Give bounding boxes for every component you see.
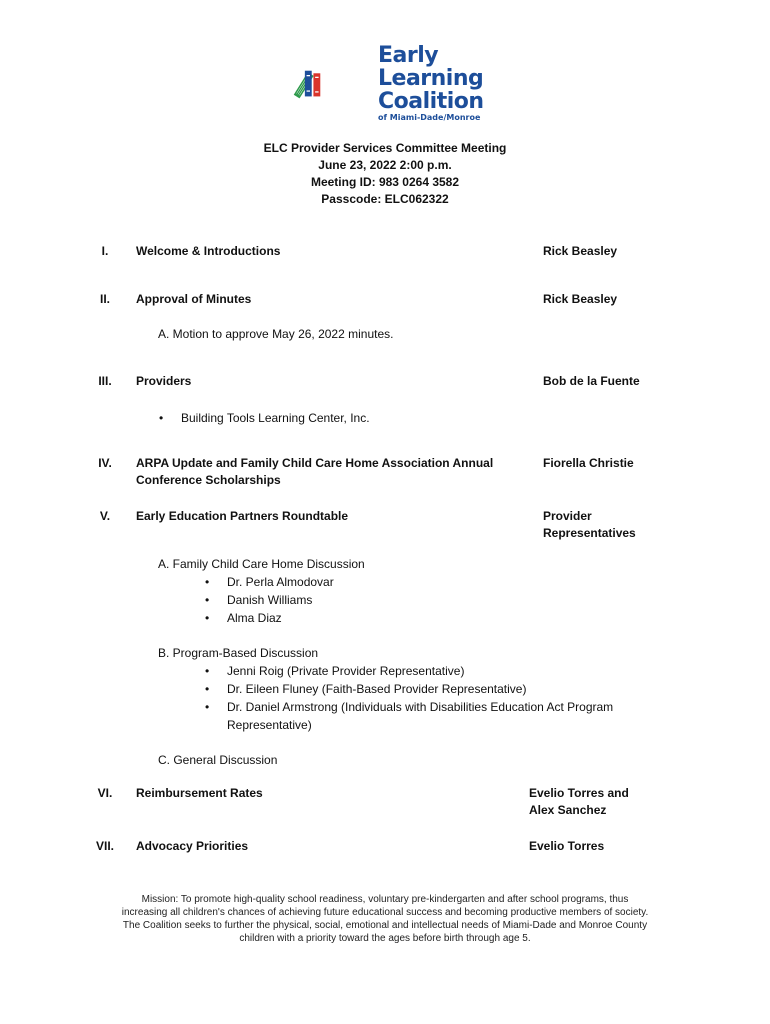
presenter-vi [529,785,629,819]
agenda-item-advocacy: Advocacy Priorities [136,839,249,853]
meeting-title: ELC Provider Services Committee Meeting [263,141,507,155]
presenter-vi-line-1: Evelio Torres and [529,786,629,800]
family-child-care-heading: A. Family Child Care Home Discussion [158,557,365,571]
list-item-text: Representative) [227,718,312,732]
list-item-continuation [227,717,312,734]
mission-statement [70,893,700,945]
program-based-heading: B. Program-Based Discussion [158,646,319,660]
bullet-glyph: • [205,593,210,607]
list-item-text: Dr. Eileen Fluney (Faith-Based Provider Representative) [227,682,527,696]
agenda-number-ii: II. [99,292,110,306]
list-item-text: Danish Williams [227,593,313,607]
bullet-glyph: • [205,682,210,696]
agenda-item-roundtable: Early Education Partners Roundtable [136,509,349,523]
bullet-glyph: • [205,700,210,714]
agenda-number-i: I. [101,244,109,258]
mission-line-2: increasing all children's chances of achieving future educational success and becoming productive members of society. [121,907,649,918]
list-item-text: Jenni Roig (Private Provider Representative) [227,664,465,678]
red-book-icon [313,73,320,96]
logo-wordmark [378,44,484,123]
meeting-header [0,140,770,208]
list-item [205,610,282,627]
logo-line-2: Learning [378,66,484,91]
mission-line-1: Mission: To promote high-quality school readiness, voluntary pre-kindergarten and after school programs, thus [141,894,629,905]
provider-name: Building Tools Learning Center, Inc. [181,411,370,425]
agenda-item-providers: Providers [136,374,192,388]
meeting-id: Meeting ID: 983 0264 3582 [310,175,460,189]
presenter-ii: Rick Beasley [543,292,618,306]
general-discussion-heading: C. General Discussion [158,753,278,767]
presenter-iv: Fiorella Christie [543,456,634,470]
agenda-number-iii: III. [98,374,112,388]
agenda-item-welcome: Welcome & Introductions [136,244,281,258]
mission-line-3: The Coalition seeks to further the physical, social, emotional and intellectual needs of Miami-Dade and Monroe County [122,920,648,931]
presenter-vi-line-2: Alex Sanchez [529,803,607,817]
presenter-i: Rick Beasley [543,244,618,258]
agenda-item-reimbursement: Reimbursement Rates [136,786,263,800]
list-item [205,663,465,680]
minutes-motion: A. Motion to approve May 26, 2022 minutes. [158,327,394,341]
bullet-glyph: • [159,411,164,425]
bullet-glyph: • [205,664,210,678]
list-item [205,699,614,716]
bullet-glyph: • [205,575,210,589]
agenda-item-minutes: Approval of Minutes [136,292,252,306]
logo-subtitle: of Miami-Dade/Monroe [378,113,481,122]
logo-line-1: Early [378,43,439,68]
meeting-date: June 23, 2022 2:00 p.m. [318,158,452,172]
list-item-text: Alma Diaz [227,611,282,625]
presenter-vii: Evelio Torres [529,839,605,853]
provider-bullet [159,410,370,427]
agenda-number-iv: IV. [98,456,112,470]
agenda-item-arpa [136,455,493,489]
logo-line-3: Coalition [378,89,484,114]
presenter-v-line-1: Provider [543,509,592,523]
list-item-text: Dr. Daniel Armstrong (Individuals with Disabilities Education Act Program [227,700,614,714]
mission-line-4: children with a priority toward the ages before birth through age 5. [239,933,531,944]
list-item [205,592,313,609]
agenda-number-vi: VI. [97,786,113,800]
list-item [205,681,527,698]
agenda-number-vii: VII. [95,839,114,853]
presenter-iii: Bob de la Fuente [543,374,640,388]
arpa-line-2: Conference Scholarships [136,473,281,487]
list-item [205,574,334,591]
presenter-v-line-2: Representatives [543,526,636,540]
arpa-line-1: ARPA Update and Family Child Care Home Association Annual [136,456,494,470]
meeting-passcode: Passcode: ELC062322 [321,192,449,206]
blue-book-icon [305,71,312,97]
list-item-text: Dr. Perla Almodovar [227,575,334,589]
presenter-v [543,508,636,542]
bullet-glyph: • [205,611,210,625]
elc-logo [286,54,376,120]
agenda-number-v: V. [99,509,111,523]
